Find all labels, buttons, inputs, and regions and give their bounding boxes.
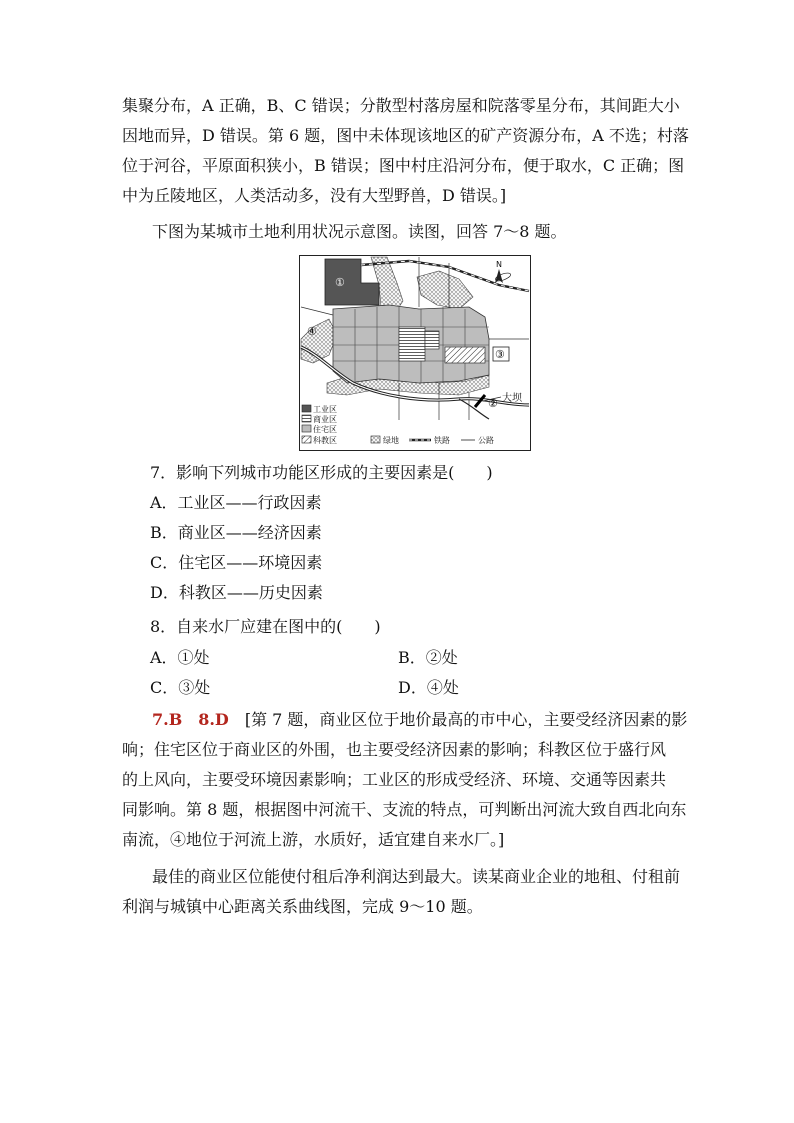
text-line: 响；住宅区位于商业区的外围，也主要受经济因素的影响；科教区位于盛行风: [122, 740, 667, 759]
marker-1: ①: [335, 276, 345, 289]
text-line: 利润与城镇中心距离关系曲线图，完成 9～10 题。: [122, 897, 483, 916]
legend-industrial: 工业区: [313, 405, 337, 414]
text-line: 的上风向，主要受环境因素影响；工业区的形成受经济、环境、交通等因素共: [122, 770, 667, 789]
answer-first-line: [122, 705, 688, 735]
legend-commercial: 商业区: [313, 415, 337, 424]
text-line: [第 7 题，商业区位于地价最高的市中心，主要受经济因素的影: [244, 710, 688, 729]
text-line: 下图为某城市土地利用状况示意图。读图，回答 7～8 题。: [152, 222, 567, 241]
marker-3: ③: [495, 348, 505, 361]
q8-option-d[interactable]: D．④处: [398, 678, 459, 697]
answer-paragraph: [122, 705, 688, 855]
next-question-lead: [122, 862, 681, 922]
text-line: 最佳的商业区位能使付租后净利润达到最大。读某商业企业的地租、付租前: [152, 867, 681, 886]
commercial-area: [425, 331, 439, 349]
north-label: N: [496, 260, 502, 269]
legend-road: 公路: [478, 436, 494, 445]
text-line: 中为丘陵地区，人类活动多，没有大型野兽，D 错误。]: [122, 186, 507, 205]
question-lead: [122, 217, 674, 247]
text-line: 位于河谷，平原面积狭小，B 错误；图中村庄沿河分布，便于取水，C 正确；图: [122, 156, 685, 175]
intro-paragraph: [122, 91, 689, 211]
legend-education: 科教区: [313, 436, 337, 445]
text-line: 南流，④地位于河流上游，水质好，适宜建自来水厂。]: [122, 830, 505, 849]
marker-4: ④: [307, 325, 317, 338]
answer-key: 7.B 8.D: [152, 710, 229, 729]
q8-option-b[interactable]: B．②处: [398, 648, 458, 667]
q7-option-d[interactable]: D．科教区——历史因素: [150, 583, 323, 602]
q8-option-a[interactable]: A．①处: [150, 648, 210, 667]
q7-option-c[interactable]: C．住宅区——环境因素: [150, 553, 323, 572]
dam-label: 大坝: [502, 393, 522, 404]
map-svg: [299, 255, 531, 451]
legend-residential: 住宅区: [313, 425, 337, 434]
q7-option-a[interactable]: A．工业区——行政因素: [150, 493, 322, 512]
question-8-stem: 8．自来水厂应建在图中的( ): [150, 617, 381, 636]
marker-2: ②: [488, 397, 498, 410]
question-7-stem: 7．影响下列城市功能区形成的主要因素是( ): [150, 463, 493, 482]
q8-option-c[interactable]: C．③处: [150, 678, 211, 697]
city-land-use-map: [299, 255, 531, 451]
text-line: 因地而异，D 错误。第 6 题，图中未体现该地区的矿产资源分布，A 不选；村落: [122, 126, 689, 145]
q7-option-b[interactable]: B．商业区——经济因素: [150, 523, 322, 542]
legend-railway: 铁路: [434, 436, 450, 445]
education-area: [445, 347, 485, 363]
text-line: 同影响。第 8 题，根据图中河流干、支流的特点，可判断出河流大致自西北向东: [122, 800, 687, 819]
commercial-area: [399, 327, 425, 361]
text-line: 集聚分布，A 正确，B、C 错误；分散型村落房屋和院落零星分布，其间距大小: [122, 96, 680, 115]
legend-green: 绿地: [383, 436, 399, 445]
